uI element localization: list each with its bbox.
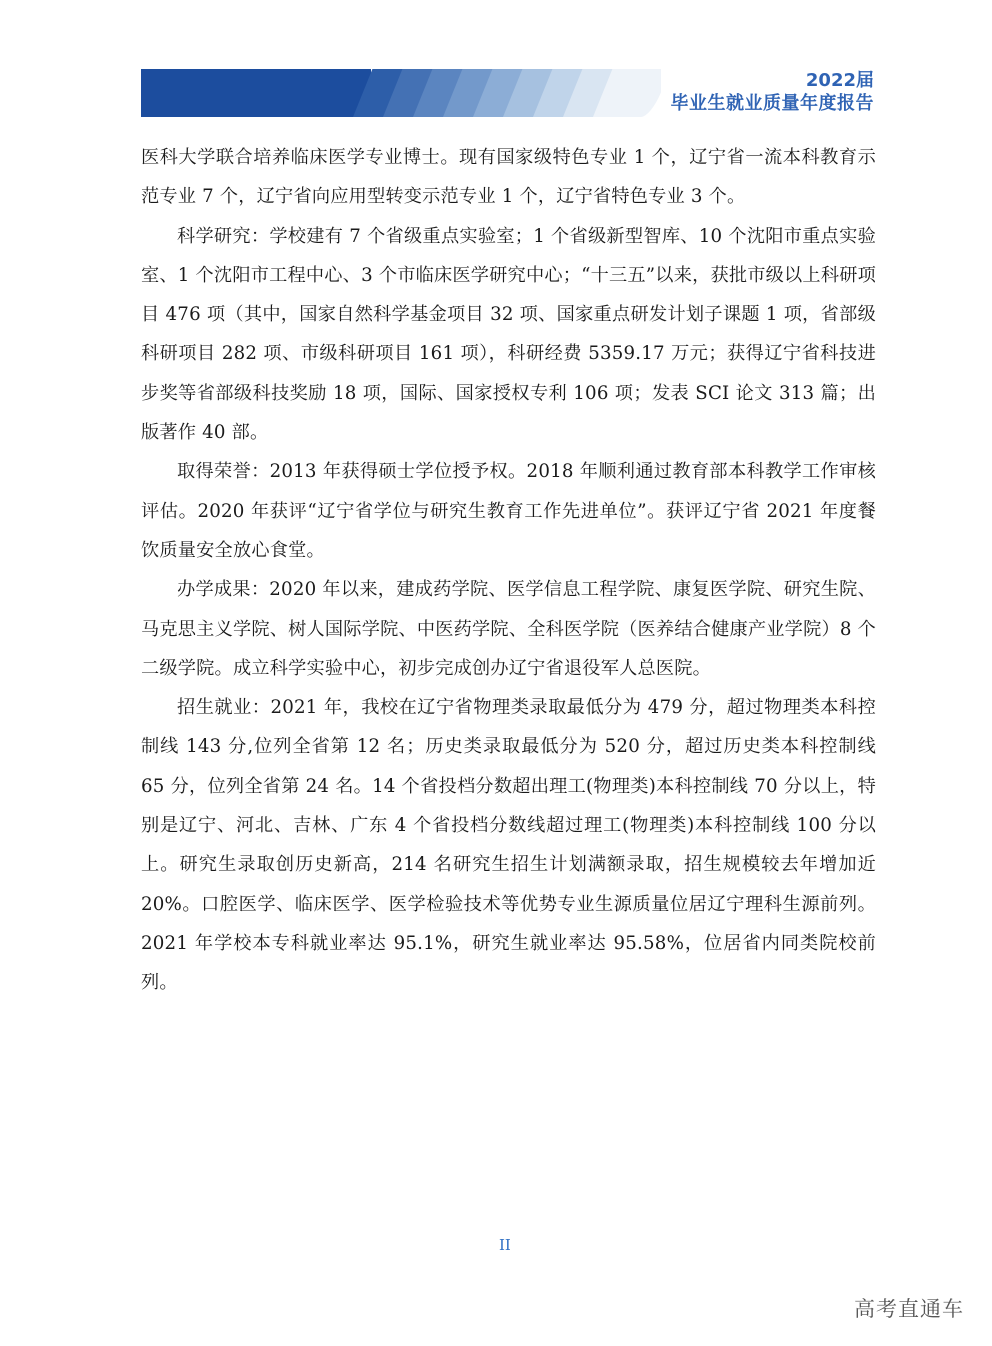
watermark: 高考直通车 [854, 1297, 964, 1321]
report-year: 2022届 [805, 70, 874, 91]
document-body [141, 138, 876, 1003]
report-header [671, 70, 875, 116]
paragraph-honors: 取得荣誉：2013 年获得硕士学位授予权。2018 年顺利通过教育部本科教学工作审核评估。2020 年获评“辽宁省学位与研究生教育工作先进单位”。获评辽宁省 2021 年度餐饮质量安全放心食堂。 [141, 461, 876, 561]
paragraph-research: 科学研究：学校建有 7 个省级重点实验室；1 个省级新型智库、10 个沈阳市重点实验室、1 个沈阳市工程中心、3 个市临床医学研究中心；“十三五”以来，获批市级以上科研项目 476 项（其中，国家自然科学基金项目 32 项、国家重点研发计划子课题 1 项，省部级科研项目 282 项、市级科研项目 161 项），科研经费 5359.17 万元；获得辽宁省科技进步奖等省部级科技奖励 18 项，国际、国家授权专利 106 项；发表 SCI 论文 313 篇；出版著作 40 部。 [141, 225, 876, 444]
page-number: II [499, 1236, 511, 1254]
paragraph-majors: 医科大学联合培养临床医学专业博士。现有国家级特色专业 1 个，辽宁省一流本科教育示范专业 7 个，辽宁省向应用型转变示范专业 1 个，辽宁省特色专业 3 个。 [141, 147, 876, 208]
paragraph-admissions-employment: 招生就业：2021 年，我校在辽宁省物理类录取最低分为 479 分，超过物理类本科控制线 143 分,位列全省第 12 名；历史类录取最低分为 520 分，超过历史类本科控制线 65 分，位列全省第 24 名。14 个省投档分数超出理工(物理类)本科控制线 70 分以上，特别是辽宁、河北、吉林、广东 4 个省投档分数线超过理工(物理类)本科控制线 100 分以上。研究生录取创历史新高，214 名研究生招生计划满额录取，招生规模较去年增加近 20%。口腔医学、临床医学、医学检验技术等优势专业生源质量位居辽宁理科生源前列。2021 年学校本专科就业率达 95.1%，研究生就业率达 95.58%，位居省内同类院校前列。 [141, 697, 876, 994]
header-banner [141, 69, 661, 117]
banner-solid-block [141, 69, 371, 117]
report-title: 毕业生就业质量年度报告 [670, 93, 874, 114]
paragraph-achievements: 办学成果：2020 年以来，建成药学院、医学信息工程学院、康复医学院、研究生院、马克思主义学院、树人国际学院、中医药学院、全科医学院（医养结合健康产业学院）8 个二级学院。成立科学实验中心，初步完成创办辽宁省退役军人总医院。 [141, 579, 876, 679]
